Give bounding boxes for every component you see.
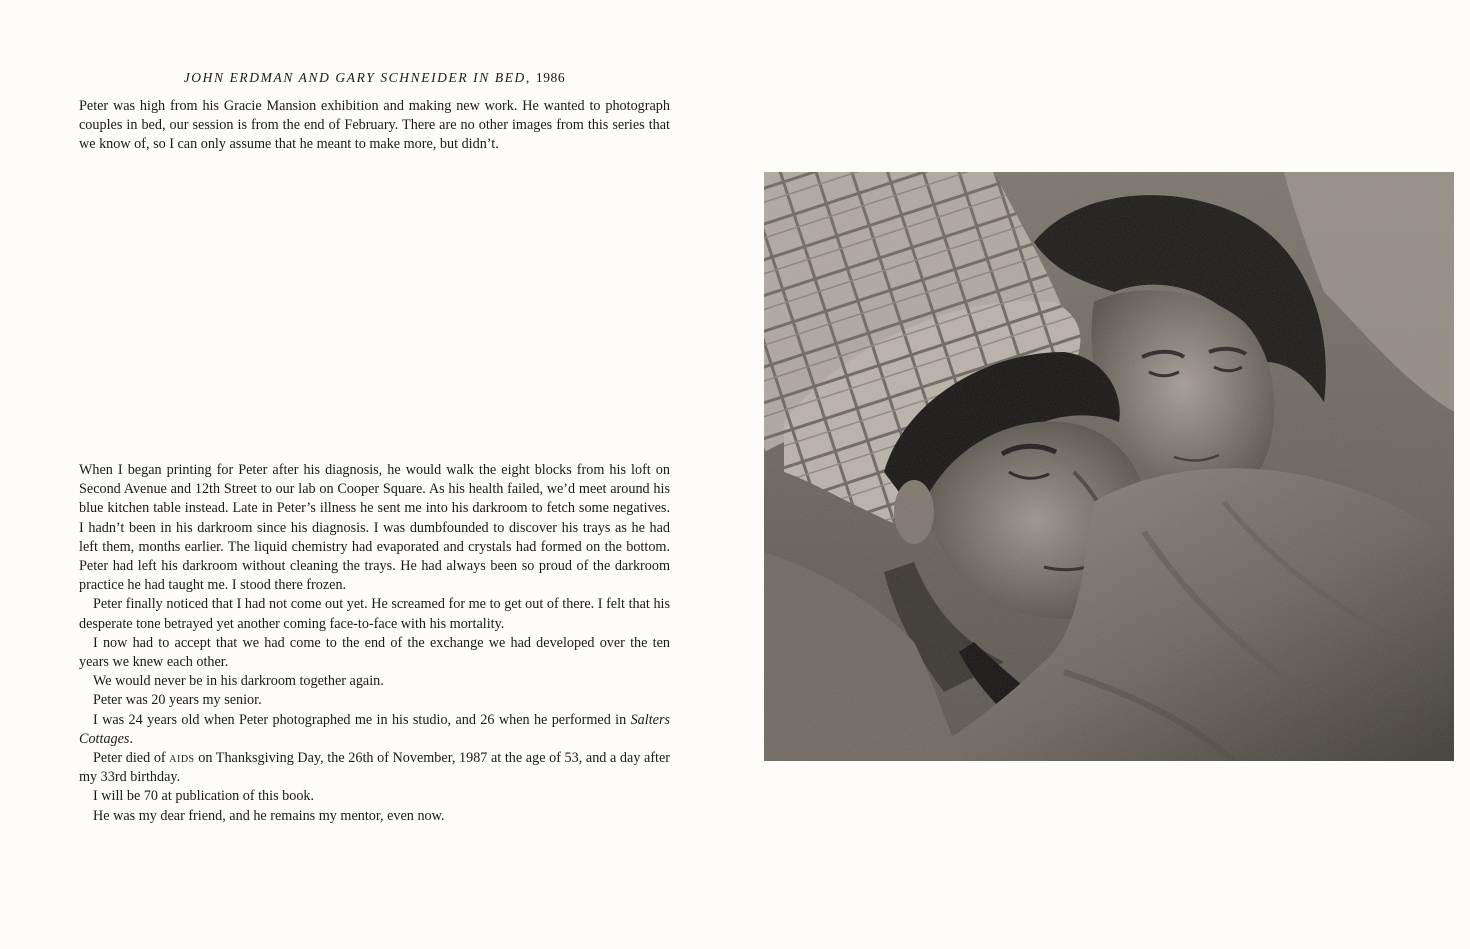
body-paragraph-5: Peter was 20 years my senior. — [93, 692, 262, 709]
title-year: 1986 — [535, 70, 566, 85]
body-paragraph-7 — [79, 749, 670, 787]
p7-end: on Thanksgiving Day, the 26th of November, 1987 at the age of 53, and a day after my 33rd birthday. — [79, 750, 671, 786]
intro-block — [79, 97, 670, 155]
photo-illustration — [764, 172, 1454, 761]
body-text — [79, 461, 670, 826]
body-paragraph-2: Peter finally noticed that I had not come out yet. He screamed for me to get out of there. I felt that his desperate tone betrayed yet another coming face-to-face with his mortality. — [79, 596, 670, 632]
body-paragraph-1: When I began printing for Peter after his diagnosis, he would walk the eight blocks from his loft on Second Avenue and 12th Street to our lab on Cooper Square. As his health failed, we’d meet around his blue kitchen table instead. Late in Peter’s illness he sent me into his darkroom to fetch some negatives. I hadn’t been in his darkroom since his diagnosis. I was dumbfounded to discover his trays as he had left them, months earlier. The liquid chemistry had evaporated and crystals had formed on the bottom. Peter had left his darkroom without cleaning the trays. He had always been so proud of the darkroom practice he had taught me. I stood there frozen. — [79, 462, 670, 594]
body-paragraph-6 — [79, 711, 670, 749]
title-caption: JOHN ERDMAN AND GARY SCHNEIDER IN BED, — [183, 70, 531, 85]
p6-main: I was 24 years old when Peter photographed me in his studio, and 26 when he performed in — [93, 711, 627, 728]
p7-start: Peter died of — [93, 750, 166, 767]
p6-end: . — [129, 730, 133, 747]
p7-smallcaps: aids — [169, 750, 195, 767]
body-paragraph-8: I will be 70 at publication of this book. — [93, 788, 315, 805]
body-paragraph-9: He was my dear friend, and he remains my mentor, even now. — [93, 807, 445, 824]
body-paragraph-3: I now had to accept that we had come to the end of the exchange we had developed over the ten years we knew each other. — [79, 634, 670, 671]
photograph-two-men-in-bed — [764, 172, 1454, 761]
page-title — [79, 69, 670, 87]
p6-title-italic: Salters Cottages — [79, 711, 670, 747]
body-paragraph-4: We would never be in his darkroom together again. — [93, 673, 384, 690]
intro-paragraph: Peter was high from his Gracie Mansion exhibition and making new work. He wanted to photograph couples in bed, our session is from the end of February. There are no other images from this series that we know of, so I can only assume that he meant to make more, but didn’t. — [79, 98, 670, 153]
